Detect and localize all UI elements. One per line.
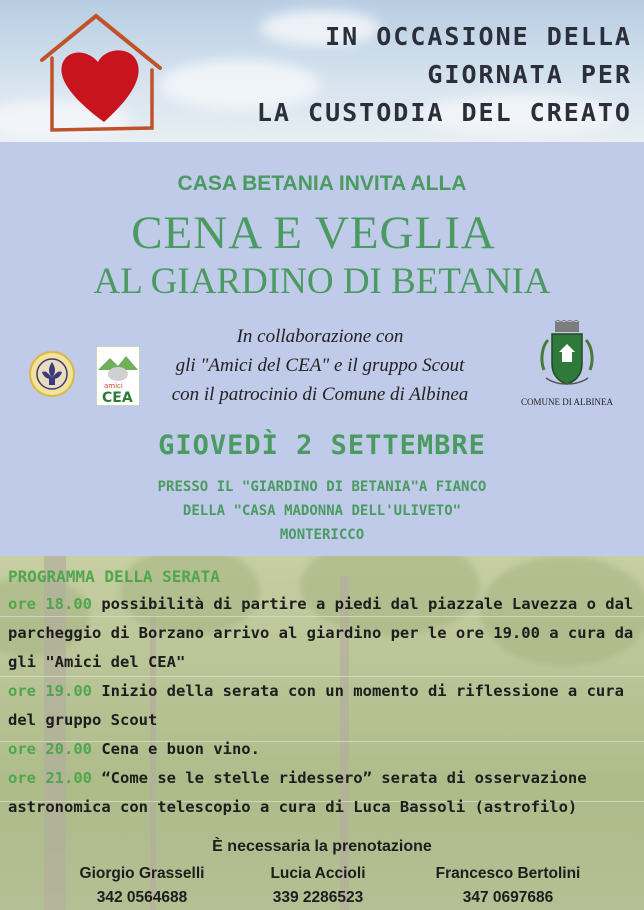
- collab-line-2: gli "Amici del CEA" e il gruppo Scout: [175, 355, 465, 376]
- location-line-1: PRESSO IL "GIARDINO DI BETANIA"A FIANCO: [157, 479, 487, 495]
- contact-name: Francesco Bertolini: [435, 865, 581, 882]
- program-title: PROGRAMMA DELLA SERATA: [8, 567, 220, 586]
- cea-logo-amici: amici: [104, 382, 123, 390]
- collab-line-1: In collaborazione con: [236, 326, 404, 347]
- location-line-2: DELLA "CASA MADONNA DELL'ULIVETO": [182, 503, 462, 519]
- contact-card: [228, 862, 408, 910]
- program-item: [8, 590, 638, 677]
- contact-card: [52, 862, 232, 910]
- contact-name: Lucia Accioli: [270, 865, 366, 882]
- program-time: ore 18.00: [8, 595, 92, 613]
- program-time: ore 19.00: [8, 682, 92, 700]
- event-subtitle: AL GIARDINO DI BETANIA: [93, 261, 551, 302]
- program-item: [8, 677, 638, 735]
- program-text: possibilità di partire a piedi dal piazzale Lavezza o dal parcheggio di Borzano arrivo al giardino per le ore 19.00 a cura da gli "Amici del CEA": [8, 595, 634, 671]
- program-time: ore 21.00: [8, 769, 92, 787]
- program-item: [8, 764, 638, 822]
- program-item: [8, 735, 638, 764]
- event-title: CENA E VEGLIA: [131, 207, 496, 259]
- collab-line-3: con il patrocinio di Comune di Albinea: [171, 384, 469, 405]
- contact-phone: 339 2286523: [272, 889, 364, 906]
- program-text: Cena e buon vino.: [92, 740, 260, 758]
- amici-cea-logo: [96, 346, 140, 406]
- reservation-note: È necessaria la prenotazione: [212, 838, 432, 855]
- house-heart-logo: [34, 10, 174, 135]
- occasion-line-1: IN OCCASIONE DELLA: [325, 22, 632, 51]
- occasion-line-3: LA CUSTODIA DEL CREATO: [256, 98, 632, 127]
- occasion-heading: [257, 18, 632, 132]
- header-banner: [0, 0, 644, 142]
- occasion-line-2: GIORNATA PER: [427, 60, 632, 89]
- invitation-section: [0, 142, 644, 556]
- program-text: “Come se le stelle ridessero” serata di osservazione astronomica con telescopio a cura di Luca Bassoli (astrofilo): [8, 769, 587, 816]
- event-date: GIOVEDÌ 2 SETTEMBRE: [158, 430, 486, 461]
- cea-logo-cea: CEA: [102, 390, 133, 406]
- contact-name: Giorgio Grasselli: [79, 865, 205, 882]
- comune-caption: COMUNE DI ALBINEA: [521, 397, 613, 407]
- collaboration-note: [150, 322, 490, 409]
- contact-phone: 347 0697686: [462, 889, 554, 906]
- event-location: [0, 475, 644, 547]
- program-list: [8, 564, 638, 822]
- program-text: Inizio della serata con un momento di riflessione a cura del gruppo Scout: [8, 682, 624, 729]
- program-time: ore 20.00: [8, 740, 92, 758]
- contact-card: [418, 862, 598, 910]
- invite-intro: CASA BETANIA INVITA ALLA: [177, 172, 467, 195]
- contact-phone: 342 0564688: [96, 889, 188, 906]
- program-section: [0, 556, 644, 910]
- scout-logo: [28, 350, 76, 398]
- location-line-3: MONTERICCO: [279, 527, 365, 543]
